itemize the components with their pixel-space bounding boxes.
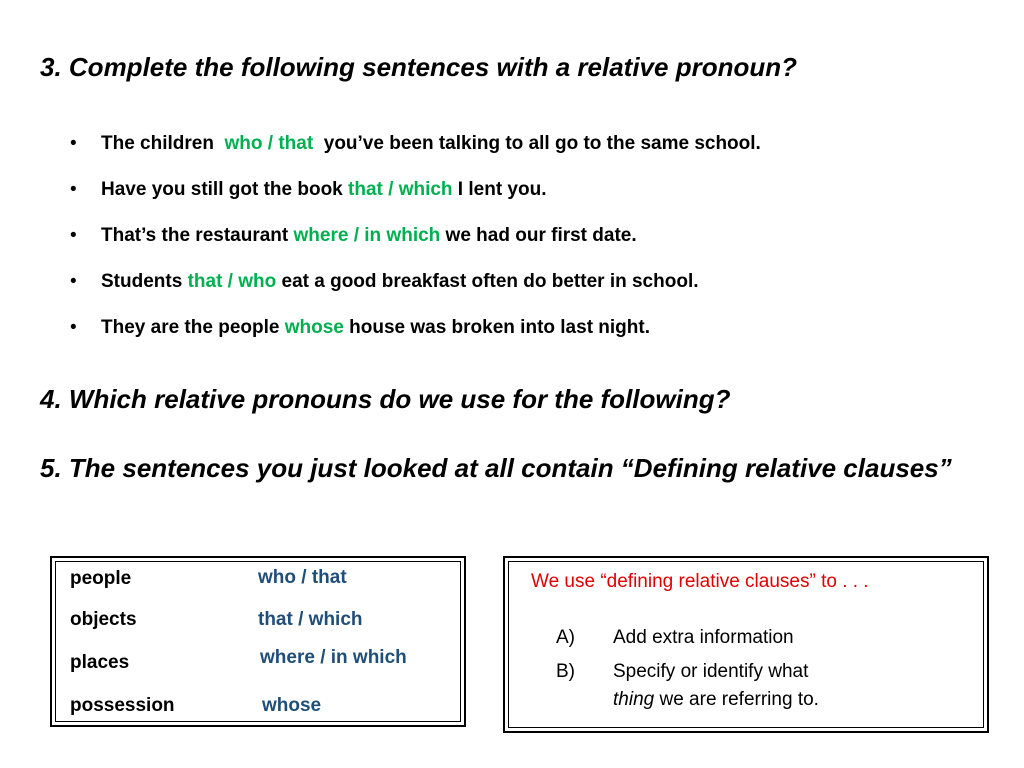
bullet-icon: •: [70, 133, 77, 154]
list-item: [70, 267, 990, 313]
option-a-label: A): [556, 627, 575, 648]
question-5-heading: 5. The sentences you just looked at all contain “Defining relative clauses”: [40, 453, 952, 483]
sentence-after: you’ve been talking to all go to the same school.: [318, 133, 761, 154]
sentence-before: Students: [101, 271, 188, 292]
list-item: [70, 313, 990, 359]
option-b-italic: thing: [613, 689, 655, 710]
bullet-icon: •: [70, 225, 77, 246]
term-possession: possession: [70, 695, 175, 716]
sentence-answer: that / which: [348, 179, 453, 200]
sentence-answer: that / who: [187, 271, 277, 292]
term-objects: objects: [70, 609, 137, 630]
sentence-list: [70, 129, 990, 359]
term-people: people: [70, 568, 132, 589]
sentence-before: Have you still got the book: [101, 179, 349, 200]
pronoun-people: who / that: [258, 567, 347, 588]
sentence-before: That’s the restaurant: [101, 225, 294, 246]
sentence-before: The children: [101, 133, 220, 154]
question-4-heading: 4. Which relative pronouns do we use for the following?: [40, 384, 731, 414]
option-b-text: [613, 658, 913, 714]
defining-intro: We use “defining relative clauses” to . . .: [531, 571, 869, 592]
pronoun-objects: that / which: [258, 609, 363, 630]
pronoun-possession: whose: [262, 695, 322, 716]
list-item: [70, 129, 990, 175]
sentence-after: eat a good breakfast often do better in school.: [276, 271, 699, 292]
bullet-icon: •: [70, 271, 77, 292]
question-3-heading: 3. Complete the following sentences with a relative pronoun?: [40, 52, 797, 82]
defining-clauses-box: [503, 556, 989, 733]
sentence-before: They are the people: [101, 317, 285, 338]
pronoun-table-box: [50, 556, 466, 727]
sentence-after: I lent you.: [452, 179, 547, 200]
sentence-after: we had our first date.: [440, 225, 637, 246]
option-b-label: B): [556, 661, 575, 682]
option-b-line1: Specify or identify what: [613, 661, 809, 682]
option-b-rest: we are referring to.: [654, 689, 819, 710]
bullet-icon: •: [70, 179, 77, 200]
list-item: [70, 175, 990, 221]
option-a-text: Add extra information: [613, 627, 794, 648]
bullet-icon: •: [70, 317, 77, 338]
sentence-answer: whose: [284, 317, 344, 338]
list-item: [70, 221, 990, 267]
term-places: places: [70, 652, 130, 673]
sentence-answer: where / in which: [293, 225, 441, 246]
pronoun-places: where / in which: [260, 647, 407, 668]
sentence-after: house was broken into last night.: [343, 317, 651, 338]
sentence-answer: who / that: [219, 133, 319, 154]
